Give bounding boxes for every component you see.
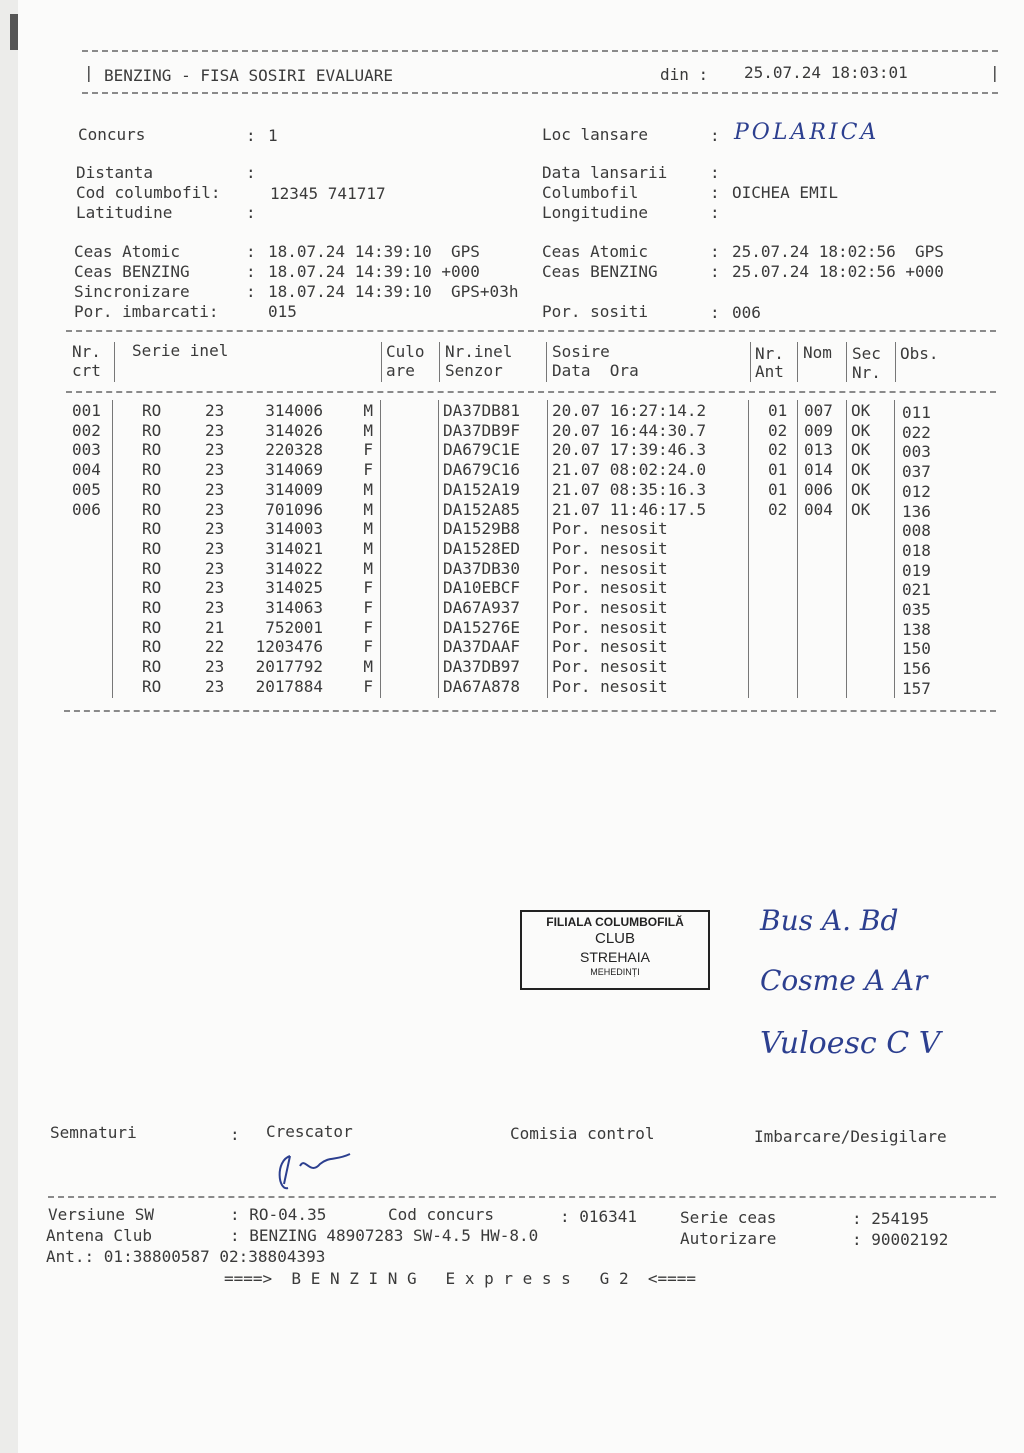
table-cell-senzor: DA679C1E xyxy=(443,440,521,459)
stamp-line-1: FILIALA COLUMBOFILĂ xyxy=(546,915,684,929)
table-cell-ant: 01 xyxy=(768,401,788,420)
antena-ids: Ant.: 01:38800587 02:38804393 xyxy=(46,1247,326,1266)
ceas-atomic-left-value: 18.07.24 14:39:10 GPS xyxy=(268,242,480,261)
header-crt: crt xyxy=(72,361,101,380)
col-divider xyxy=(846,342,847,382)
table-top-rule xyxy=(66,330,996,332)
semnaturi-label: Semnaturi xyxy=(50,1123,137,1142)
table-header-rule xyxy=(66,391,996,393)
header-top-rule xyxy=(82,50,998,52)
table-cell-tara: RO xyxy=(142,598,162,617)
cod-columbofil-label: Cod columbofil: xyxy=(76,183,221,202)
table-cell-crt: 002 xyxy=(72,421,101,440)
col-divider xyxy=(114,342,115,382)
table-cell-senzor: DA1528ED xyxy=(443,539,521,558)
table-cell-nr: 314022 xyxy=(265,559,323,578)
header-right-bar: | xyxy=(990,63,1000,82)
longitudine-label: Longitudine xyxy=(542,203,648,222)
table-cell-sex: F xyxy=(363,460,373,479)
col-divider xyxy=(112,400,113,698)
header-ant: Ant xyxy=(755,362,784,381)
table-cell-an: 23 xyxy=(205,677,225,696)
table-cell-tara: RO xyxy=(142,657,162,676)
table-bottom-rule xyxy=(64,710,996,712)
colon: : xyxy=(710,242,720,261)
table-cell-nom: 007 xyxy=(804,401,833,420)
header-culo: Culo xyxy=(386,342,425,361)
table-cell-sosire: Por. nesosit xyxy=(552,559,668,578)
table-cell-sex: F xyxy=(363,578,373,597)
table-cell-senzor: DA67A878 xyxy=(443,677,521,696)
table-cell-tara: RO xyxy=(142,480,162,499)
table-cell-nom: 009 xyxy=(804,421,833,440)
table-cell-sex: M xyxy=(363,421,373,440)
versiune-value: : RO-04.35 xyxy=(230,1205,327,1224)
table-cell-senzor: DA152A85 xyxy=(443,500,521,519)
table-cell-tara: RO xyxy=(142,500,162,519)
table-cell-sex: M xyxy=(363,539,373,558)
col-divider xyxy=(846,400,847,698)
imbarcati-value: 015 xyxy=(268,302,297,321)
table-cell-tara: RO xyxy=(142,401,162,420)
colon: : xyxy=(710,262,720,281)
table-cell-tara: RO xyxy=(142,421,162,440)
table-cell-obs: 019 xyxy=(902,561,931,580)
latitudine-label: Latitudine xyxy=(76,203,173,222)
table-cell-sec: OK xyxy=(851,440,871,459)
table-cell-crt: 001 xyxy=(72,401,101,420)
col-divider xyxy=(895,342,896,382)
table-cell-sosire: Por. nesosit xyxy=(552,539,668,558)
colon: : xyxy=(710,126,720,145)
colon: : xyxy=(230,1125,240,1144)
colon: : xyxy=(246,126,256,145)
table-cell-obs: 157 xyxy=(902,679,931,698)
handwritten-signature-1: Bus A. Bd xyxy=(760,904,899,937)
table-cell-nr: 314063 xyxy=(265,598,323,617)
table-cell-sosire: 20.07 17:39:46.3 xyxy=(552,440,707,459)
versiune-label: Versiune SW xyxy=(48,1205,154,1224)
sositi-value: 006 xyxy=(732,303,761,322)
table-cell-sec: OK xyxy=(851,480,871,499)
table-cell-sosire: 21.07 08:02:24.0 xyxy=(552,460,707,479)
table-cell-an: 21 xyxy=(205,618,225,637)
table-cell-sec: OK xyxy=(851,401,871,420)
table-cell-sex: F xyxy=(363,618,373,637)
ceas-benzing-right-label: Ceas BENZING xyxy=(542,262,658,281)
date-value: 25.07.24 18:03:01 xyxy=(744,63,908,82)
table-cell-sex: M xyxy=(363,401,373,420)
table-cell-nr: 314006 xyxy=(265,401,323,420)
sincronizare-value: 18.07.24 14:39:10 GPS+03h xyxy=(268,282,519,301)
table-cell-senzor: DA37DB9F xyxy=(443,421,521,440)
table-cell-sex: M xyxy=(363,559,373,578)
table-cell-sex: F xyxy=(363,637,373,656)
table-cell-sosire: Por. nesosit xyxy=(552,598,668,617)
header-nom: Nom xyxy=(803,343,832,362)
col-divider xyxy=(438,400,439,698)
col-divider xyxy=(381,342,382,382)
table-cell-an: 23 xyxy=(205,578,225,597)
colon: : xyxy=(246,262,256,281)
serie-ceas-value: : 254195 xyxy=(852,1209,930,1228)
table-cell-sex: F xyxy=(363,440,373,459)
columbofil-label: Columbofil xyxy=(542,183,639,202)
header-nr-ant: Nr. xyxy=(755,344,784,363)
table-cell-obs: 136 xyxy=(902,502,931,521)
table-cell-obs: 018 xyxy=(902,541,931,560)
table-cell-nr: 2017792 xyxy=(255,657,323,676)
table-cell-sosire: Por. nesosit xyxy=(552,618,668,637)
table-cell-nr: 220328 xyxy=(265,440,323,459)
header-sec-nr: Nr. xyxy=(852,363,881,382)
ceas-atomic-left-label: Ceas Atomic xyxy=(74,242,180,261)
handwritten-signature-3: Vuloesc C V xyxy=(760,1026,941,1061)
table-cell-tara: RO xyxy=(142,519,162,538)
table-cell-sex: M xyxy=(363,657,373,676)
table-cell-an: 23 xyxy=(205,598,225,617)
header-sec: Sec xyxy=(852,344,881,363)
table-cell-senzor: DA10EBCF xyxy=(443,578,521,597)
table-cell-crt: 003 xyxy=(72,440,101,459)
date-label: din : xyxy=(660,65,709,84)
cod-concurs-value: : 016341 xyxy=(560,1207,638,1226)
brand-line: ====> B E N Z I N G E x p r e s s G 2 <==== xyxy=(224,1269,697,1288)
table-cell-senzor: DA37DAAF xyxy=(443,637,521,656)
data-lansarii-label: Data lansarii xyxy=(542,163,668,182)
col-divider xyxy=(546,342,547,382)
table-cell-an: 23 xyxy=(205,480,225,499)
table-cell-obs: 138 xyxy=(902,620,931,639)
concurs-value: 1 xyxy=(268,126,278,145)
table-cell-crt: 005 xyxy=(72,480,101,499)
table-cell-sex: M xyxy=(363,519,373,538)
table-cell-sosire: 21.07 08:35:16.3 xyxy=(552,480,707,499)
table-cell-sex: F xyxy=(363,677,373,696)
imbarcare-label: Imbarcare/Desigilare xyxy=(754,1127,947,1146)
crescator-signature xyxy=(270,1136,360,1196)
table-cell-tara: RO xyxy=(142,637,162,656)
table-cell-obs: 156 xyxy=(902,659,931,678)
table-cell-senzor: DA1529B8 xyxy=(443,519,521,538)
table-cell-sosire: Por. nesosit xyxy=(552,578,668,597)
table-cell-obs: 022 xyxy=(902,423,931,442)
table-cell-obs: 012 xyxy=(902,482,931,501)
comisia-label: Comisia control xyxy=(510,1124,655,1143)
table-cell-nr: 752001 xyxy=(265,618,323,637)
table-cell-tara: RO xyxy=(142,677,162,696)
header-nrinel: Nr.inel xyxy=(445,342,513,361)
table-cell-an: 23 xyxy=(205,401,225,420)
table-cell-nr: 314069 xyxy=(265,460,323,479)
ceas-atomic-right-label: Ceas Atomic xyxy=(542,242,648,261)
colon: : xyxy=(710,163,720,182)
table-cell-ant: 01 xyxy=(768,480,788,499)
table-cell-nr: 701096 xyxy=(265,500,323,519)
table-cell-sex: M xyxy=(363,500,373,519)
table-cell-sex: F xyxy=(363,598,373,617)
header-are: are xyxy=(386,361,415,380)
table-cell-an: 22 xyxy=(205,637,225,656)
crescator-label: Crescator xyxy=(266,1122,353,1141)
page-title: BENZING - FISA SOSIRI EVALUARE xyxy=(104,66,393,85)
table-cell-senzor: DA152A19 xyxy=(443,480,521,499)
table-cell-an: 23 xyxy=(205,500,225,519)
table-cell-an: 23 xyxy=(205,440,225,459)
cod-columbofil-value: 12345 741717 xyxy=(270,184,386,203)
table-cell-nom: 013 xyxy=(804,440,833,459)
header-nr: Nr. xyxy=(72,342,101,361)
table-cell-nr: 314021 xyxy=(265,539,323,558)
table-cell-tara: RO xyxy=(142,539,162,558)
table-cell-nom: 014 xyxy=(804,460,833,479)
table-cell-nr: 1203476 xyxy=(255,637,323,656)
table-cell-nr: 314026 xyxy=(265,421,323,440)
table-cell-senzor: DA67A937 xyxy=(443,598,521,617)
header-sosire: Sosire xyxy=(552,342,610,361)
table-cell-ant: 01 xyxy=(768,460,788,479)
table-cell-senzor: DA15276E xyxy=(443,618,521,637)
col-divider xyxy=(797,342,798,382)
handwritten-signature-2: Cosme A Ar xyxy=(760,964,928,997)
table-cell-obs: 021 xyxy=(902,580,931,599)
table-cell-senzor: DA37DB97 xyxy=(443,657,521,676)
table-cell-crt: 004 xyxy=(72,460,101,479)
header-data-ora: Data Ora xyxy=(552,361,639,380)
table-cell-sec: OK xyxy=(851,460,871,479)
colon: : xyxy=(246,163,256,182)
table-cell-sosire: Por. nesosit xyxy=(552,519,668,538)
table-cell-tara: RO xyxy=(142,440,162,459)
header-left-bar: | xyxy=(84,63,94,82)
col-divider xyxy=(380,400,381,698)
table-cell-nom: 006 xyxy=(804,480,833,499)
table-cell-obs: 011 xyxy=(902,403,931,422)
concurs-label: Concurs xyxy=(78,125,146,144)
table-cell-sosire: 21.07 11:46:17.5 xyxy=(552,500,707,519)
col-divider xyxy=(547,400,548,698)
cod-concurs-label: Cod concurs xyxy=(388,1205,494,1224)
autorizare-label: Autorizare xyxy=(680,1229,777,1248)
loc-label: Loc lansare xyxy=(542,125,648,144)
table-cell-an: 23 xyxy=(205,539,225,558)
table-cell-senzor: DA37DB30 xyxy=(443,559,521,578)
header-bottom-rule xyxy=(82,92,998,94)
staple-mark xyxy=(10,14,18,50)
table-cell-nr: 314025 xyxy=(265,578,323,597)
table-cell-tara: RO xyxy=(142,578,162,597)
imbarcati-label: Por. imbarcati: xyxy=(74,302,219,321)
stamp-line-3: STREHAIA xyxy=(579,949,650,965)
table-cell-senzor: DA37DB81 xyxy=(443,401,521,420)
table-cell-sec: OK xyxy=(851,421,871,440)
scan-edge xyxy=(0,0,18,1453)
footer-top-rule xyxy=(48,1196,996,1198)
table-cell-nom: 004 xyxy=(804,500,833,519)
table-cell-crt: 006 xyxy=(72,500,101,519)
table-cell-tara: RO xyxy=(142,559,162,578)
ceas-benzing-left-value: 18.07.24 14:39:10 +000 xyxy=(268,262,480,281)
col-divider xyxy=(439,342,440,382)
table-cell-ant: 02 xyxy=(768,500,788,519)
table-cell-obs: 008 xyxy=(902,521,931,540)
stamp-line-2: CLUB xyxy=(594,930,635,947)
table-cell-tara: RO xyxy=(142,460,162,479)
table-cell-ant: 02 xyxy=(768,421,788,440)
header-serie: Serie inel xyxy=(132,341,229,360)
col-divider xyxy=(748,400,749,698)
ceas-atomic-right-value: 25.07.24 18:02:56 GPS xyxy=(732,242,944,261)
table-cell-nr: 314009 xyxy=(265,480,323,499)
table-cell-an: 23 xyxy=(205,460,225,479)
table-cell-obs: 003 xyxy=(902,442,931,461)
header-senzor: Senzor xyxy=(445,361,503,380)
table-cell-an: 23 xyxy=(205,657,225,676)
table-cell-ant: 02 xyxy=(768,440,788,459)
antena-value: : BENZING 48907283 SW-4.5 HW-8.0 xyxy=(230,1226,539,1245)
sincronizare-label: Sincronizare xyxy=(74,282,190,301)
table-cell-sosire: 20.07 16:27:14.2 xyxy=(552,401,707,420)
club-stamp xyxy=(520,910,710,990)
ceas-benzing-left-label: Ceas BENZING xyxy=(74,262,190,281)
autorizare-value: : 90002192 xyxy=(852,1230,949,1249)
table-cell-an: 23 xyxy=(205,519,225,538)
loc-value-handwritten: POLARICA xyxy=(734,120,880,145)
columbofil-value: OICHEA EMIL xyxy=(732,183,838,202)
table-cell-obs: 037 xyxy=(902,462,931,481)
ceas-benzing-right-value: 25.07.24 18:02:56 +000 xyxy=(732,262,944,281)
table-cell-sex: M xyxy=(363,480,373,499)
colon: : xyxy=(246,203,256,222)
col-divider xyxy=(797,400,798,698)
table-cell-obs: 150 xyxy=(902,639,931,658)
table-cell-senzor: DA679C16 xyxy=(443,460,521,479)
colon: : xyxy=(710,303,720,322)
table-cell-tara: RO xyxy=(142,618,162,637)
table-cell-nr: 2017884 xyxy=(255,677,323,696)
table-cell-sosire: Por. nesosit xyxy=(552,657,668,676)
table-cell-obs: 035 xyxy=(902,600,931,619)
distanta-label: Distanta xyxy=(76,163,154,182)
table-cell-sec: OK xyxy=(851,500,871,519)
colon: : xyxy=(246,242,256,261)
serie-ceas-label: Serie ceas xyxy=(680,1208,777,1227)
table-cell-nr: 314003 xyxy=(265,519,323,538)
table-cell-sosire: 20.07 16:44:30.7 xyxy=(552,421,707,440)
colon: : xyxy=(710,203,720,222)
sositi-label: Por. sositi xyxy=(542,302,648,321)
table-cell-sosire: Por. nesosit xyxy=(552,637,668,656)
table-cell-an: 23 xyxy=(205,421,225,440)
table-cell-an: 23 xyxy=(205,559,225,578)
colon: : xyxy=(246,282,256,301)
table-cell-sosire: Por. nesosit xyxy=(552,677,668,696)
stamp-line-4: MEHEDINȚI xyxy=(590,967,640,977)
colon: : xyxy=(710,183,720,202)
col-divider xyxy=(894,400,895,698)
antena-label: Antena Club xyxy=(46,1226,152,1245)
header-obs: Obs. xyxy=(900,344,939,363)
col-divider xyxy=(750,342,751,382)
